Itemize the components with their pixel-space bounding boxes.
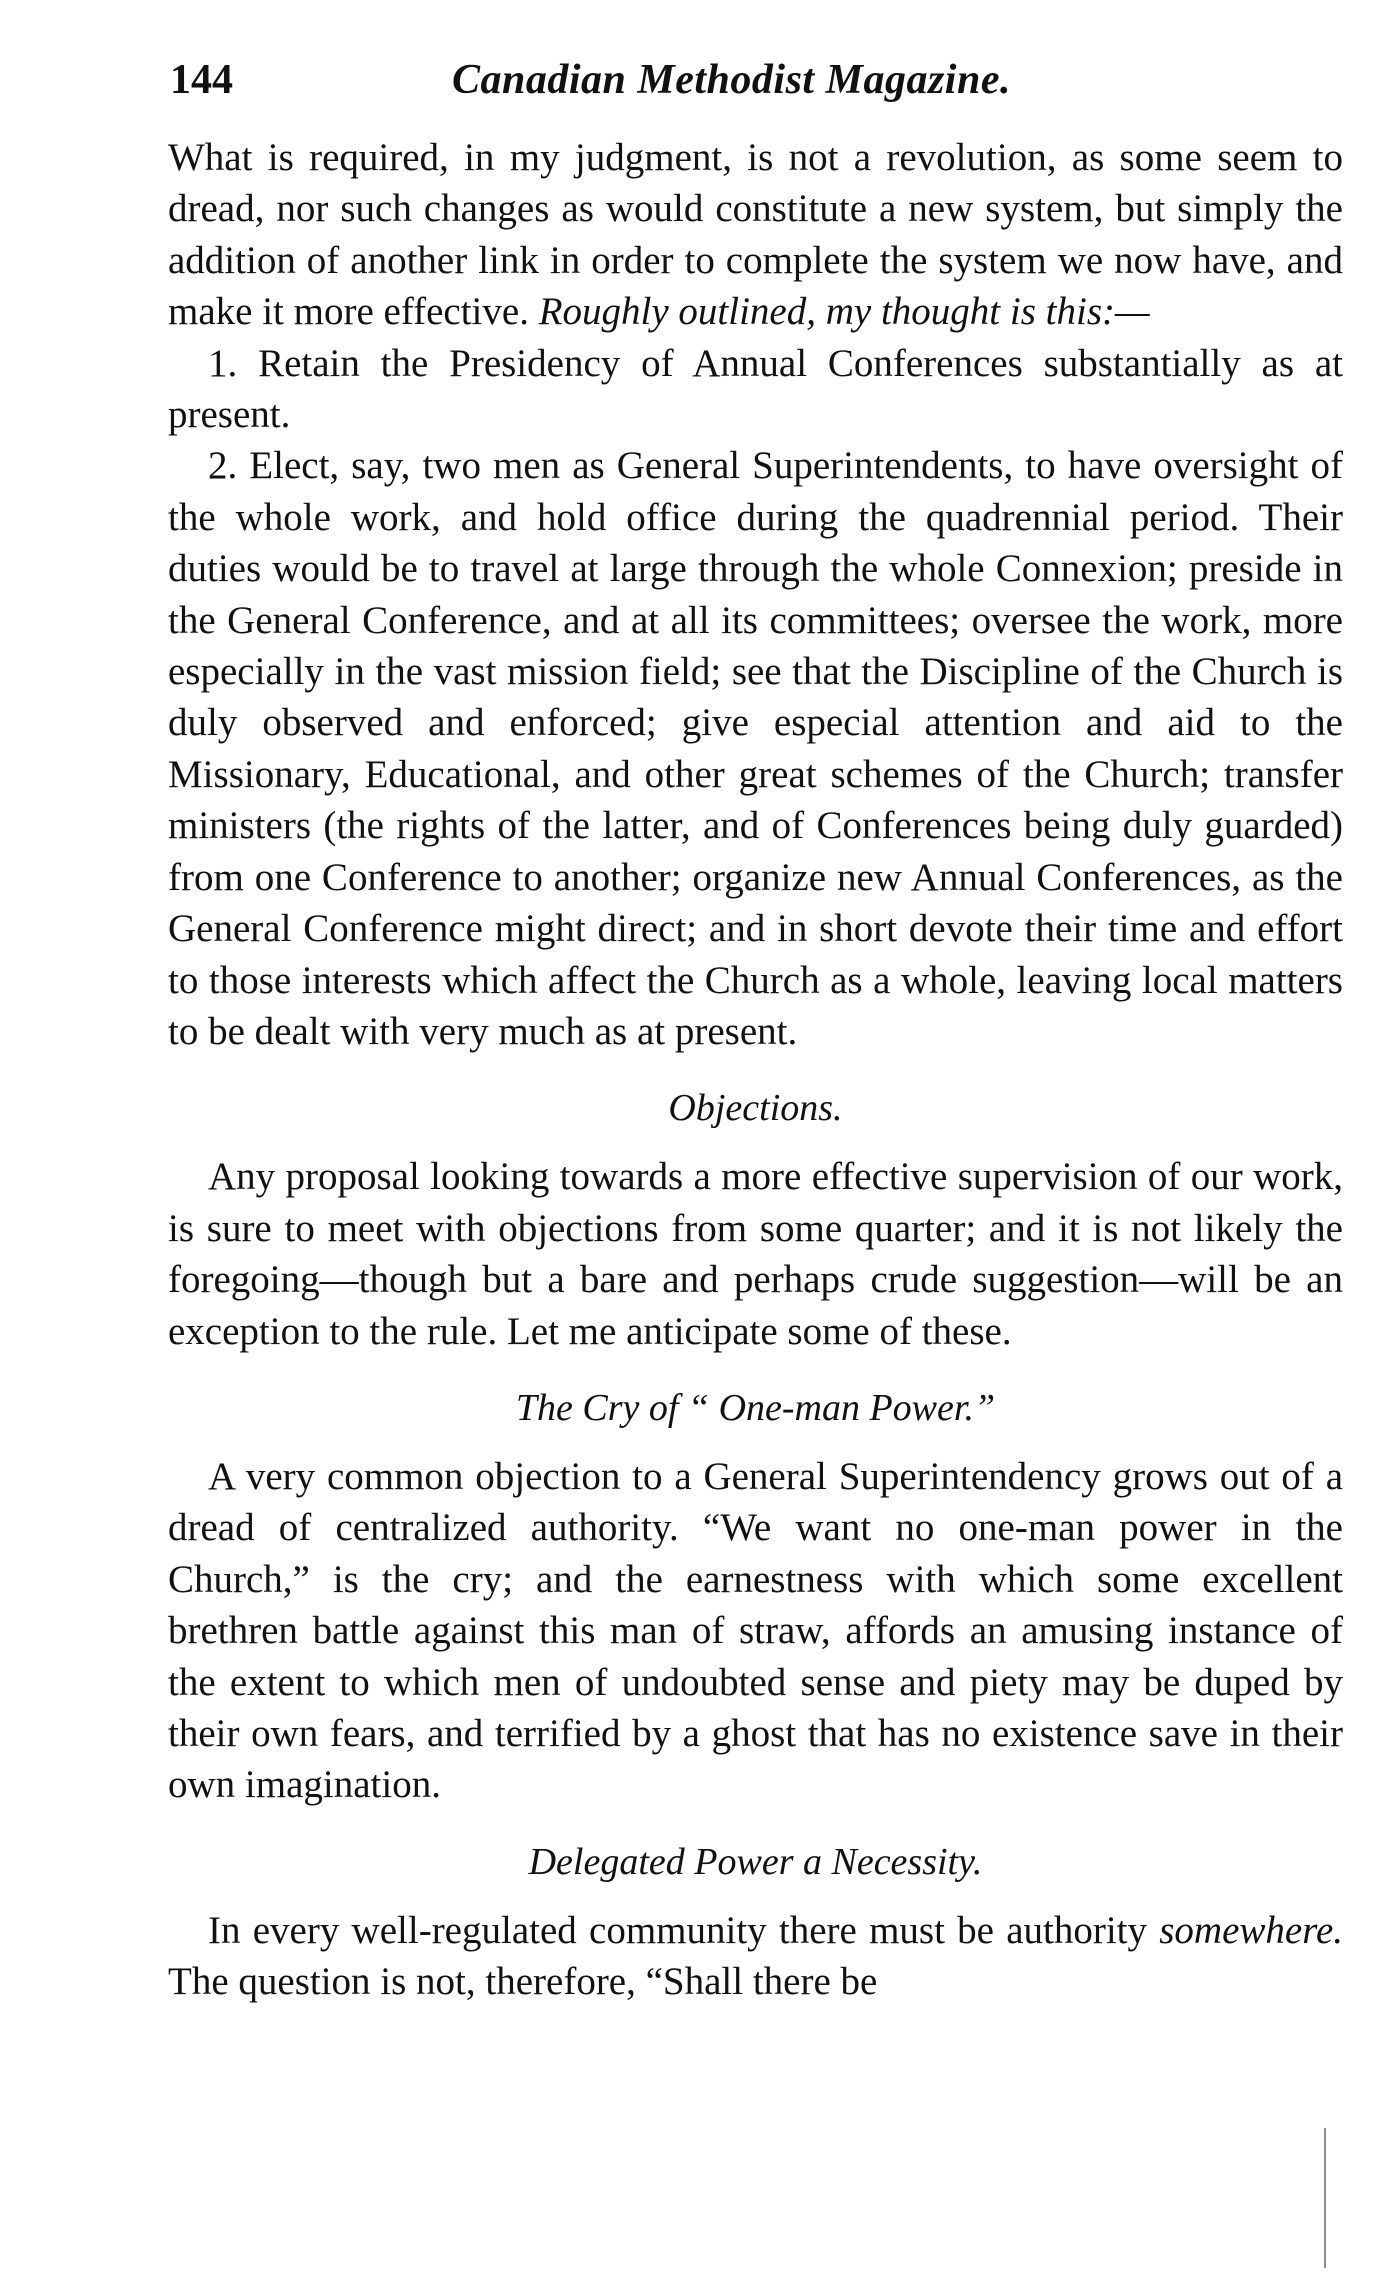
delegated-power-paragraph xyxy=(168,1905,1343,2008)
page-header xyxy=(170,50,1320,110)
article-body xyxy=(168,132,1343,2008)
delegated-power-somewhere: somewhere. xyxy=(1159,1908,1343,1952)
one-man-power-paragraph: A very common objection to a General Superintendency grows out of a dread of centralized authority. “We want no one-man power in the Church,” is the cry; and the earnestness with which some excellent brethren battle against this man of straw, affords an amusing instance of the extent to which men of undoubted sense and piety may be duped by their own fears, and terrified by a ghost that has no existence save in their own imagination. xyxy=(168,1454,1343,1807)
running-title: Canadian Methodist Magazine. xyxy=(452,57,1011,103)
delegated-power-text-a: In every well-regulated community there must be authority xyxy=(208,1908,1147,1952)
heading-one-man-power: The Cry of “ One-man Power.” xyxy=(515,1386,996,1429)
opening-paragraph xyxy=(168,132,1343,338)
delegated-power-text-c: The question is not, therefore, “Shall there be xyxy=(168,1960,878,2004)
page-edge-mark xyxy=(1324,2128,1326,2268)
page-number: 144 xyxy=(170,57,233,103)
roughly-outlined-text: Roughly outlined, my thought is this:— xyxy=(538,290,1150,334)
heading-delegated-power: Delegated Power a Necessity. xyxy=(528,1840,983,1883)
list-item-2: 2. Elect, say, two men as General Superintendents, to have oversight of the whole work, and hold office during the quadrennial period. Their duties would be to travel at large through the whole Connexion; preside in the General Conference, and at all its committees; oversee the work, more especially in the vast mission field; see that the Discipline of the Church is duly observed and enforced; give especial attention and aid to the Missionary, Educational, and other great schemes of the Church; transfer ministers (the rights of the latter, and of Conferences being duly guarded) from one Conference to another; organize new Annual Conferences, as the General Conference might direct; and in short devote their time and effort to those interests which affect the Church as a whole, leaving local matters to be dealt with very much as at present. xyxy=(168,444,1343,1053)
heading-objections: Objections. xyxy=(668,1087,843,1130)
objections-paragraph: Any proposal looking towards a more effective supervision of our work, is sure to meet with objections from some quarter; and it is not likely the foregoing—though but a bare and perhaps crude suggestion—will be an exception to the rule. Let me anticipate some of these. xyxy=(168,1155,1343,1353)
opening-paragraph-text: What is required, in my judgment, is not a revolution, as some seem to dread, nor such changes as would constitute a new system, but simply the addition of another link in order to complete the system we now have, and make it more effective. xyxy=(168,136,1343,334)
list-item-1: 1. Retain the Presidency of Annual Conferences substantially as at present. xyxy=(168,341,1343,437)
